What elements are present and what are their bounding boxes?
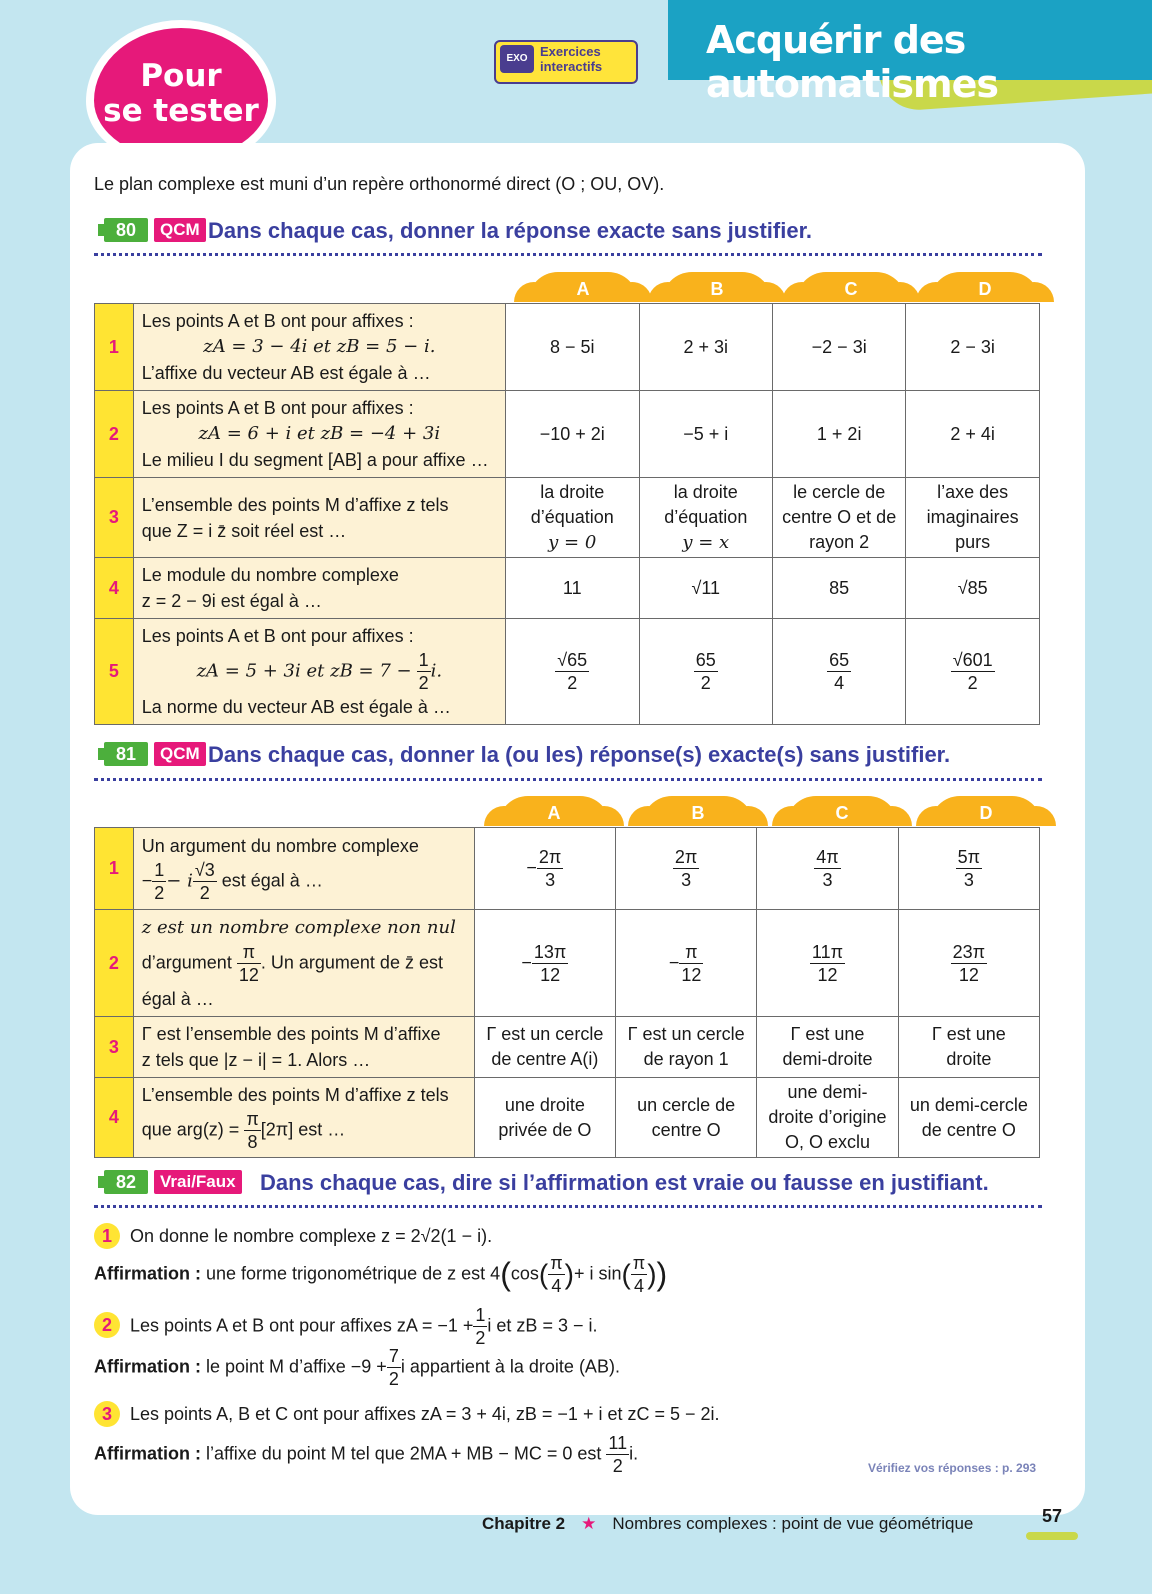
question-text: Le module du nombre complexe z = 2 − 9i est égal à … [133, 558, 505, 619]
answer-cell: 11 [505, 558, 639, 619]
exo-label: Exercices interactifs [540, 44, 603, 74]
answer-cell: la droite d’équation y = 0 [505, 478, 639, 558]
answer-cell: Γ est un cercle de centre A(i) [474, 1017, 615, 1078]
answer-cell: 2 + 4i [906, 391, 1040, 478]
question-number: 4 [95, 558, 134, 619]
answer-cell: $\frac{√601}{2}$ [906, 619, 1040, 725]
question-number: 5 [95, 619, 134, 725]
ex81-header [104, 742, 1004, 772]
answer-cell: la droite d’équation y = x [639, 478, 773, 558]
answer-cell: un cercle de centre O [615, 1078, 756, 1158]
answer-cell: 1 + 2i [773, 391, 906, 478]
ex81-table [94, 827, 1040, 1158]
ex-title: Dans chaque cas, donner la (ou les) réponse(s) exacte(s) sans justifier. [208, 742, 951, 767]
question-text: L’ensemble des points M d’affixe z tels que arg(z) = $\frac{\pi}{8}$ [2π] est … [133, 1078, 474, 1158]
vrai-faux-tag: Vrai/Faux [154, 1170, 242, 1194]
intro-text: Le plan complexe est muni d’un repère orthonormé direct (O ; OU, OV). [94, 174, 665, 194]
answer-cell: $\frac{2\pi}{3}$ [615, 828, 756, 910]
col-d-label: D [930, 272, 1040, 302]
divider [94, 778, 1042, 781]
table-row [95, 619, 1040, 725]
question-number: 2 [95, 910, 134, 1017]
col-a-label: A [498, 796, 610, 826]
item-1-affirmation: Affirmation : une forme trigonométrique de z est 4(cos( $\frac{\pi}{4}$ )+ i sin( $\frac{\pi}{4}$ )) [94, 1253, 668, 1296]
badge-line2: se tester [103, 93, 259, 129]
table-row [95, 304, 1040, 391]
answer-cell: 2 + 3i [639, 304, 773, 391]
col-c-label: C [786, 796, 898, 826]
col-b-label: B [662, 272, 772, 302]
table-row [95, 910, 1040, 1017]
table-row [95, 828, 1040, 910]
answer-cell: $\frac{65}{4}$ [773, 619, 906, 725]
question-text: L’ensemble des points M d’affixe z tels que Z = i z̄ soit réel est … [133, 478, 505, 558]
answer-cell: $\frac{5\pi}{3}$ [898, 828, 1039, 910]
answer-cell: 85 [773, 558, 906, 619]
answer-cell: 2 − 3i [906, 304, 1040, 391]
question-text: Un argument du nombre complexe − $\frac{1}{2}$ − i $\frac{√3}{2}$ est égal à … [133, 828, 474, 910]
answer-cell: $\frac{4\pi}{3}$ [757, 828, 898, 910]
question-number: 3 [95, 478, 134, 558]
answer-cell: Γ est une droite [898, 1017, 1039, 1078]
answer-cell: − $\frac{2\pi}{3}$ [474, 828, 615, 910]
answer-cell: 8 − 5i [505, 304, 639, 391]
col-b-label: B [642, 796, 754, 826]
ex-number: 81 [104, 742, 148, 766]
question-number: 1 [95, 304, 134, 391]
answer-cell: une droite privée de O [474, 1078, 615, 1158]
page-number: 57 [1026, 1506, 1078, 1532]
badge-line1: Pour [140, 58, 222, 94]
intro-math: (O ; OU, OV). [555, 174, 665, 194]
answer-cell: −2 − 3i [773, 304, 906, 391]
question-number: 1 [95, 828, 134, 910]
table-row [95, 391, 1040, 478]
table-row [95, 1078, 1040, 1158]
answer-cell: l’axe des imaginaires purs [906, 478, 1040, 558]
item-1-statement: 1 On donne le nombre complexe z = 2√2(1 − i). [94, 1223, 492, 1249]
answer-cell: $\frac{65}{2}$ [639, 619, 773, 725]
ex82-header [104, 1170, 1064, 1200]
header-ribbon [668, 0, 1152, 106]
qcm-tag: QCM [154, 742, 206, 766]
question-text: z est un nombre complexe non nul d’argument $\frac{\pi}{12}$ . Un argument de z̄ est égal à … [133, 910, 474, 1017]
question-number: 4 [95, 1078, 134, 1158]
question-number: 2 [95, 391, 134, 478]
ex-number: 82 [104, 1170, 148, 1194]
answer-cell: $\frac{23\pi}{12}$ [898, 910, 1039, 1017]
ex-title: Dans chaque cas, donner la réponse exacte sans justifier. [208, 218, 813, 243]
footer-chapter: Chapitre 2 [482, 1514, 566, 1533]
ex80-table [94, 303, 1040, 725]
item-2-statement: 2 Les points A et B ont pour affixes zA = −1 + $\frac{1}{2}$ i et zB = 3 − i. [94, 1304, 597, 1349]
answer-cell: √85 [906, 558, 1040, 619]
answer-cell: − $\frac{13\pi}{12}$ [474, 910, 615, 1017]
answer-cell: le cercle de centre O et de rayon 2 [773, 478, 906, 558]
col-d-label: D [930, 796, 1042, 826]
answer-cell: −5 + i [639, 391, 773, 478]
answer-cell: − $\frac{\pi}{12}$ [615, 910, 756, 1017]
footer [482, 1514, 973, 1534]
col-a-label: A [528, 272, 638, 302]
col-c-label: C [796, 272, 906, 302]
ex-title: Dans chaque cas, dire si l’affirmation est vraie ou fausse en justifiant. [260, 1170, 989, 1195]
star-icon: ★ [581, 1514, 597, 1533]
ex80-header [104, 218, 1004, 248]
exercices-interactifs-button[interactable] [494, 40, 638, 84]
item-2-affirmation: Affirmation : le point M d’affixe −9 + $\frac{7}{2}$ i appartient à la droite (AB). [94, 1346, 620, 1389]
answer-cell: Γ est un cercle de rayon 1 [615, 1017, 756, 1078]
divider [94, 1205, 1042, 1208]
table-row [95, 558, 1040, 619]
question-text: Γ est l’ensemble des points M d’affixe z tels que |z − i| = 1. Alors … [133, 1017, 474, 1078]
monitor-icon: EXO [500, 45, 534, 73]
verify-answers-link[interactable]: Vérifiez vos réponses : p. 293 [868, 1461, 1037, 1475]
answer-cell: $\frac{√65}{2}$ [505, 619, 639, 725]
ex-number: 80 [104, 218, 148, 242]
answer-cell: un demi-cercle de centre O [898, 1078, 1039, 1158]
answer-cell: une demi- droite d’origine O, O exclu [757, 1078, 898, 1158]
table-row [95, 1017, 1040, 1078]
answer-cell: −10 + 2i [505, 391, 639, 478]
answer-cell: √11 [639, 558, 773, 619]
answer-cell: $\frac{11\pi}{12}$ [757, 910, 898, 1017]
page-title: Acquérir des automatismes [706, 18, 998, 106]
question-text: Les points A et B ont pour affixes : zA = 5 + 3i et zB = 7 − $\frac{1}{2}$ i. La norme du vecteur AB est égale à … [133, 619, 505, 725]
footer-title: Nombres complexes : point de vue géométrique [612, 1514, 974, 1533]
question-number: 3 [95, 1017, 134, 1078]
question-text: Les points A et B ont pour affixes : zA = 3 − 4i et zB = 5 − i. L’affixe du vecteur AB est égale à … [133, 304, 505, 391]
question-text: Les points A et B ont pour affixes : zA = 6 + i et zB = −4 + 3i Le milieu I du segment [AB] a pour affixe … [133, 391, 505, 478]
divider [94, 253, 1042, 256]
item-3-affirmation: Affirmation : l’affixe du point M tel que 2MA + MB − MC = 0 est $\frac{11}{2}$ i. [94, 1433, 639, 1476]
table-row [95, 478, 1040, 558]
qcm-tag: QCM [154, 218, 206, 242]
item-3-statement: 3 Les points A, B et C ont pour affixes zA = 3 + 4i, zB = −1 + i et zC = 5 − 2i. [94, 1401, 720, 1427]
answer-cell: Γ est une demi-droite [757, 1017, 898, 1078]
